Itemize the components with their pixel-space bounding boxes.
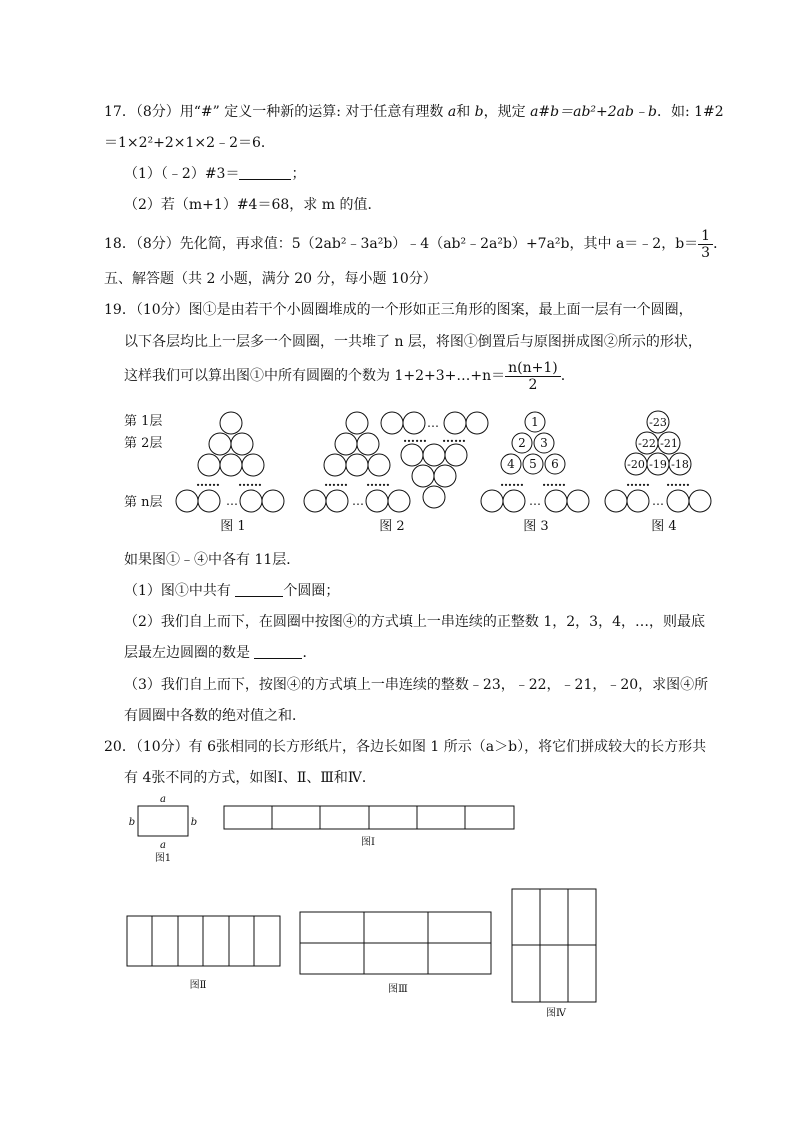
circle [667, 490, 689, 512]
circle-number: 6 [551, 457, 559, 471]
circle-number: -23 [649, 416, 667, 429]
figure-caption: 图Ⅱ [189, 980, 207, 991]
ellipsis: …… [238, 475, 262, 489]
figure-caption: 图 4 [651, 519, 677, 534]
layer-label: 第 n层 [124, 495, 163, 510]
circle [209, 433, 231, 455]
ellipsis: …… [196, 475, 220, 489]
circle [335, 433, 357, 455]
circle [605, 490, 627, 512]
ellipsis: … [427, 416, 439, 430]
circle [423, 486, 445, 508]
circle [262, 490, 284, 512]
figure-caption: 图1 [154, 853, 172, 864]
circle [401, 444, 423, 466]
circle-number: -19 [649, 458, 667, 471]
ellipsis: … [352, 494, 364, 508]
circle [240, 490, 262, 512]
q17-line2: ＝1×2²+2×1×2﹣2＝6． [104, 135, 275, 151]
circle-number: 3 [540, 436, 548, 450]
ellipsis: …… [366, 475, 390, 489]
figure-caption: 图 3 [523, 519, 549, 534]
circle [366, 490, 388, 512]
circle [346, 412, 368, 434]
circle-number: 4 [507, 457, 515, 471]
q19-line2: 以下各层均比上一层多一个圆圈，一共堆了 n 层，将图①倒置后与原图拼成图②所示的形状， [124, 334, 702, 350]
circle [304, 490, 326, 512]
circle [346, 454, 368, 476]
circle [326, 490, 348, 512]
circle [545, 490, 567, 512]
section-heading: 五、解答题（共 2 小题，满分 20 分，每小题 10分） [104, 271, 437, 287]
ellipsis: … [226, 494, 238, 508]
circle [198, 454, 220, 476]
circle [423, 444, 445, 466]
circle [481, 490, 503, 512]
circle-number: -21 [660, 437, 678, 450]
circle [368, 454, 390, 476]
circle [324, 454, 346, 476]
circle-number: 1 [531, 415, 539, 429]
figure-caption: 图Ⅳ [546, 1008, 566, 1019]
q19-intro: 如果图①﹣④中各有 11层． [124, 552, 301, 568]
figure-caption: 图Ⅲ [388, 984, 408, 995]
answer-blank[interactable] [239, 165, 291, 180]
ellipsis: …… [324, 475, 348, 489]
answer-blank[interactable] [254, 644, 302, 659]
q19-sub2-line1: （2）我们自上而下，在圆圈中按图④的方式填上一串连续的正整数 1，2，3，4，…，则最底 [124, 614, 705, 630]
q18: 18．（8分）先化简，再求值：5（2ab²﹣3a²b）﹣4（ab²﹣2a²b）+7a²b，其中 a＝﹣2，b＝ $\frac{1}{3}$ ． [104, 227, 728, 261]
ellipsis: …… [403, 431, 427, 445]
circle [388, 490, 410, 512]
circle [242, 454, 264, 476]
figure-caption: 图 2 [379, 519, 405, 534]
answer-blank[interactable] [235, 582, 283, 597]
figure-caption: 图 1 [220, 519, 246, 534]
ellipsis: …… [500, 475, 524, 489]
q20-line1: 20．（10分）有 6张相同的长方形纸片，各边长如图 1 所示（a＞b），将它们拼成较大的长方形共 [104, 739, 707, 755]
circle [231, 433, 253, 455]
paper-rectangle [138, 806, 188, 836]
q19-line1: 19．（10分）图①是由若干个小圆圈堆成的一个形如正三角形的图案，最上面一层有一个圆圈， [104, 302, 693, 318]
circle-number: 2 [518, 436, 526, 450]
q17-sub1: （1）（﹣2）#3＝ ； [124, 166, 306, 182]
circle [445, 444, 467, 466]
circle [176, 490, 198, 512]
ellipsis: …… [542, 475, 566, 489]
circle [412, 465, 434, 487]
layer-label: 第 2层 [124, 436, 163, 451]
circle [503, 490, 525, 512]
circle [357, 433, 379, 455]
ellipsis: …… [626, 475, 650, 489]
q19-line3: 这样我们可以算出图①中所有圆圈的个数为 1+2+3+…+n＝ $\frac{n(n+1)}{2}$ . [124, 359, 566, 393]
circle-number: 5 [529, 457, 537, 471]
circle-pyramid-figures [0, 405, 794, 535]
circle [567, 490, 589, 512]
circle [689, 490, 711, 512]
circle [627, 490, 649, 512]
circle [220, 412, 242, 434]
ellipsis: …… [442, 431, 466, 445]
q17-sub2: （2）若（m+1）#4＝68，求 m 的值． [124, 197, 382, 213]
figure-caption: 图Ⅰ [361, 837, 375, 848]
q19-sub3-line1: （3）我们自上而下，按图④的方式填上一串连续的整数﹣23，﹣22，﹣21，﹣20，求图④所 [124, 677, 709, 693]
circle-number: -22 [638, 437, 656, 450]
q19-sub3-line2: 有圆圈中各数的绝对值之和． [124, 708, 306, 724]
circle-number: -20 [627, 458, 645, 471]
circle [466, 412, 488, 434]
rectangle-arrangement-figures [0, 790, 794, 1020]
side-label-b: b [190, 817, 198, 828]
side-label-a: a [160, 840, 166, 851]
ellipsis: … [529, 494, 541, 508]
q20-line2: 有 4张不同的方式，如图Ⅰ、Ⅱ、Ⅲ和Ⅳ． [124, 770, 376, 786]
circle [434, 465, 456, 487]
circle-number: -18 [671, 458, 689, 471]
ellipsis: …… [666, 475, 690, 489]
side-label-a: a [160, 794, 166, 805]
circle [220, 454, 242, 476]
q18-fraction: $\frac{1}{3}$ [698, 228, 713, 261]
q19-sub1: （1）图①中共有 个圆圈； [124, 583, 340, 599]
layer-label: 第 1层 [124, 414, 163, 429]
q17-line1: 17．（8分）用“#” 定义一种新的运算: 对于任意有理数 a和 b，规定 a#b＝ab²+2ab﹣b．如: 1#2 [104, 104, 724, 120]
q19-fraction: $\frac{n(n+1)}{2}$ [505, 360, 561, 393]
ellipsis: … [652, 494, 664, 508]
q19-sub2-line2: 层最左边圆圈的数是 ． [124, 645, 317, 661]
circle [381, 412, 403, 434]
side-label-b: b [128, 817, 136, 828]
circle [198, 490, 220, 512]
